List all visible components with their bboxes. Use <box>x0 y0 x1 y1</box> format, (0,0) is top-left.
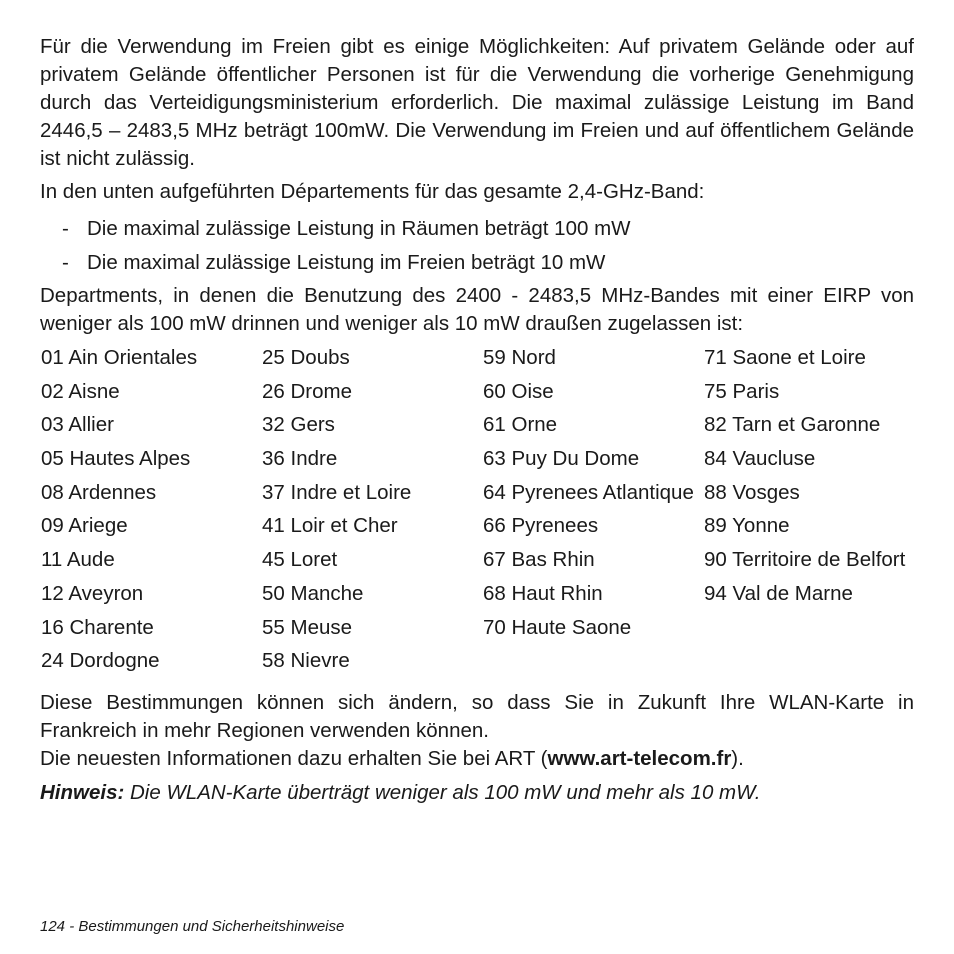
note-text: Die WLAN-Karte überträgt weniger als 100 mW und mehr als 10 mW. <box>124 780 761 804</box>
department-item: 08 Ardennes <box>41 480 157 504</box>
departments-grid <box>41 344 914 681</box>
power-limit-list <box>40 212 914 280</box>
bullet-dash: - <box>62 217 69 240</box>
art-info-prefix: Die neuesten Informationen dazu erhalten Sie bei ART ( <box>40 746 548 770</box>
department-item: 67 Bas Rhin <box>483 548 595 572</box>
department-item: 50 Manche <box>262 581 364 605</box>
department-item: 37 Indre et Loire <box>262 480 412 504</box>
paragraph-departments-allowed: Departments, in denen die Benutzung des 2400 - 2483,5 MHz-Bandes mit einer EIRP von weniger als 100 mW drinnen und weniger als 10 mW draußen zugelassen ist: <box>40 284 914 335</box>
paragraph-outdoor-use: Für die Verwendung im Freien gibt es einige Möglichkeiten: Auf privatem Gelände oder auf privatem Gelände öffentlicher Personen ist für die Verwendung die vorherige Genehmigung durch das Verteidigungsministerium erforderlich. Die maximal zulässige Leistung im Band 2446,5 – 2483,5 MHz beträgt 100mW. Die Verwendung im Freien und auf öffentlichem Gelände ist nicht zulässig. <box>40 35 914 170</box>
bullet-dash: - <box>62 251 69 274</box>
department-item: 64 Pyrenees Atlantique <box>483 480 694 504</box>
department-item: 82 Tarn et Garonne <box>704 413 881 437</box>
paragraph-art-info <box>40 745 914 773</box>
department-item: 32 Gers <box>262 413 335 437</box>
list-item <box>40 246 914 280</box>
departments-column-2 <box>262 344 483 681</box>
list-item-text: Die maximal zulässige Leistung im Freien beträgt 10 mW <box>87 251 606 274</box>
departments-column-3 <box>483 344 704 681</box>
list-item <box>40 212 914 246</box>
department-item: 75 Paris <box>704 379 780 403</box>
department-item: 94 Val de Marne <box>704 581 853 605</box>
department-item: 41 Loir et Cher <box>262 514 398 538</box>
department-item: 36 Indre <box>262 447 338 471</box>
department-item: 02 Aisne <box>41 379 120 403</box>
department-item: 71 Saone et Loire <box>704 346 866 369</box>
department-item: 16 Charente <box>41 615 154 639</box>
paragraph-departements-intro: In den unten aufgeführten Départements für das gesamte 2,4-GHz-Band: <box>40 180 705 203</box>
department-item: 01 Ain Orientales <box>41 346 198 369</box>
department-item: 66 Pyrenees <box>483 514 599 538</box>
art-info-suffix: ). <box>731 746 744 770</box>
page-footer: 124 - Bestimmungen und Sicherheitshinweise <box>40 918 345 935</box>
department-item: 58 Nievre <box>262 649 350 673</box>
department-item: 59 Nord <box>483 346 556 369</box>
note-paragraph <box>40 779 914 807</box>
department-item: 11 Aude <box>41 548 115 572</box>
department-item: 84 Vaucluse <box>704 447 816 471</box>
page-content <box>40 33 914 807</box>
department-item: 12 Aveyron <box>41 581 144 605</box>
department-item: 03 Allier <box>41 413 114 437</box>
departments-column-4 <box>704 344 925 681</box>
list-item-text: Die maximal zulässige Leistung in Räumen beträgt 100 mW <box>87 217 631 240</box>
department-item: 90 Territoire de Belfort <box>704 548 906 572</box>
department-item: 89 Yonne <box>704 514 790 538</box>
department-item: 09 Ariege <box>41 514 128 538</box>
department-item: 45 Loret <box>262 548 338 572</box>
department-item: 05 Hautes Alpes <box>41 447 191 471</box>
department-item: 70 Haute Saone <box>483 615 632 639</box>
department-item: 24 Dordogne <box>41 649 160 673</box>
department-item: 88 Vosges <box>704 480 800 504</box>
paragraph-regulation-change: Diese Bestimmungen können sich ändern, so dass Sie in Zukunft Ihre WLAN-Karte in Frankreich in mehr Regionen verwenden können. <box>40 690 914 742</box>
departments-column-1 <box>41 344 262 681</box>
note-label: Hinweis: <box>40 780 125 804</box>
department-item: 26 Drome <box>262 379 353 403</box>
department-item: 55 Meuse <box>262 615 353 639</box>
department-item: 60 Oise <box>483 379 554 403</box>
department-item: 63 Puy Du Dome <box>483 447 640 471</box>
department-item: 25 Doubs <box>262 346 350 369</box>
department-item: 68 Haut Rhin <box>483 581 603 605</box>
art-telecom-link[interactable]: www.art-telecom.fr <box>547 746 732 770</box>
department-item: 61 Orne <box>483 413 558 437</box>
